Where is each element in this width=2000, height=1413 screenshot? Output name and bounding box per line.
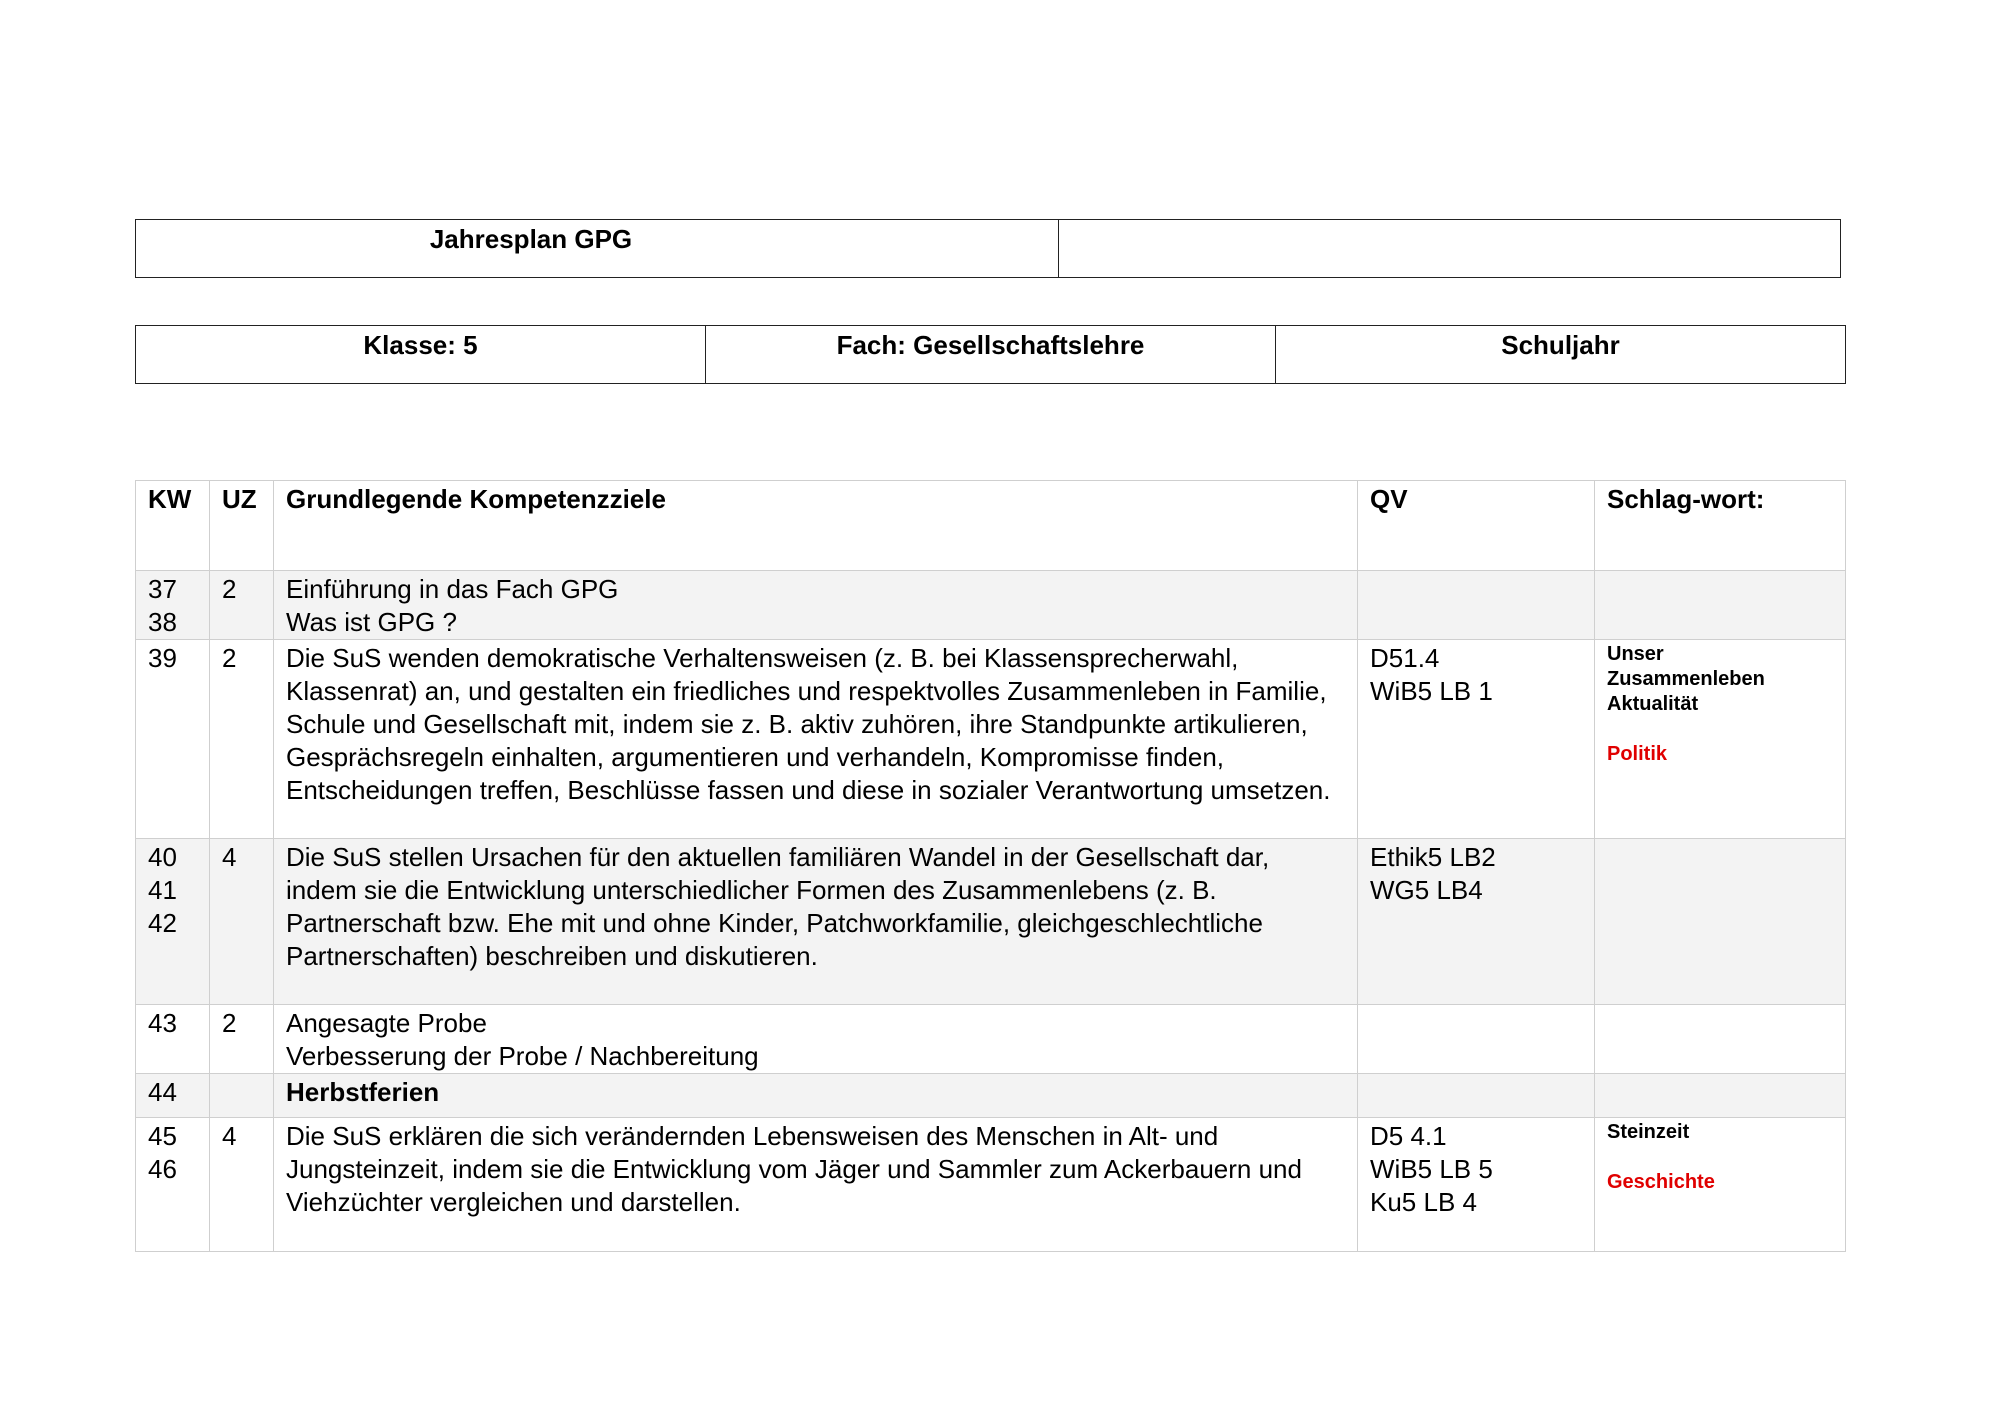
schlagwort-cell — [1595, 640, 1846, 839]
schlagwort-cell — [1595, 1074, 1846, 1118]
schlagwort-cell — [1595, 1005, 1846, 1074]
table-row — [136, 839, 1846, 1005]
table-row — [136, 1074, 1846, 1118]
subject-label: Geschichte — [1607, 1171, 1715, 1193]
subject-label: Politik — [1607, 743, 1668, 765]
ziele-cell: Die SuS erklären die sich verändernden Lebensweisen des Menschen in Alt- und Jungsteinzeit, indem sie die Entwicklung vom Jäger und Sammler zum Ackerbauern und Viehzüchter vergleichen und darstellen. — [274, 1118, 1358, 1252]
table-row — [136, 571, 1846, 640]
meta-table — [135, 325, 1846, 384]
kw-cell: 44 — [136, 1074, 210, 1118]
ziele-cell: Einführung in das Fach GPG Was ist GPG ? — [274, 571, 1358, 640]
qv-cell: D5 4.1 WiB5 LB 5 Ku5 LB 4 — [1358, 1118, 1595, 1252]
table-row — [136, 1005, 1846, 1074]
ziele-cell: Die SuS wenden demokratische Verhaltensweisen (z. B. bei Klassensprecherwahl, Klassenrat) an, und gestalten ein friedliches und respektvolles Zusammenleben in Familie, Schule und Gesellschaft mit, indem sie z. B. aktiv zuhören, ihre Standpunkte artikulieren, Gesprächsregeln einhalten, argumentieren und verhandeln, Kompromisse finden, Entscheidungen treffen, Beschlüsse fassen und diese in sozialer Verantwortung umsetzen. — [274, 640, 1358, 839]
schlagwort-cell — [1595, 571, 1846, 640]
uz-cell: 2 — [210, 640, 274, 839]
uz-cell: 4 — [210, 1118, 274, 1252]
table-header-row — [136, 481, 1846, 571]
schuljahr-cell: Schuljahr — [1276, 326, 1846, 384]
schlagwort-tag: Unser Zusammenleben Aktualität — [1607, 643, 1765, 715]
column-header-kw: KW — [136, 481, 210, 571]
kw-cell: 45 46 — [136, 1118, 210, 1252]
uz-cell — [210, 1074, 274, 1118]
qv-cell: D51.4 WiB5 LB 1 — [1358, 640, 1595, 839]
table-row — [136, 640, 1846, 839]
qv-cell — [1358, 1074, 1595, 1118]
uz-cell: 2 — [210, 1005, 274, 1074]
klasse-cell: Klasse: 5 — [136, 326, 706, 384]
kw-cell: 43 — [136, 1005, 210, 1074]
plan-table — [135, 480, 1846, 1252]
uz-cell: 2 — [210, 571, 274, 640]
ziele-cell: Die SuS stellen Ursachen für den aktuellen familiären Wandel in der Gesellschaft dar, indem sie die Entwicklung unterschiedlicher Formen des Zusammenlebens (z. B. Partnerschaft bzw. Ehe mit und ohne Kinder, Patchworkfamilie, gleichgeschlechtliche Partnerschaften) beschreiben und diskutieren. — [274, 839, 1358, 1005]
kw-cell: 37 38 — [136, 571, 210, 640]
column-header-ziele: Grundlegende Kompetenzziele — [274, 481, 1358, 571]
ziele-cell: Angesagte Probe Verbesserung der Probe / Nachbereitung — [274, 1005, 1358, 1074]
column-header-schlagwort: Schlag-wort: — [1595, 481, 1846, 571]
title-right-cell — [1059, 220, 1841, 278]
qv-cell — [1358, 1005, 1595, 1074]
kw-cell: 39 — [136, 640, 210, 839]
uz-cell: 4 — [210, 839, 274, 1005]
column-header-qv: QV — [1358, 481, 1595, 571]
document-title: Jahresplan GPG — [136, 220, 1059, 278]
table-row — [136, 1118, 1846, 1252]
qv-cell: Ethik5 LB2 WG5 LB4 — [1358, 839, 1595, 1005]
qv-cell — [1358, 571, 1595, 640]
title-table — [135, 219, 1841, 278]
kw-cell: 40 41 42 — [136, 839, 210, 1005]
schlagwort-cell — [1595, 1118, 1846, 1252]
schlagwort-cell — [1595, 839, 1846, 1005]
fach-cell: Fach: Gesellschaftslehre — [706, 326, 1276, 384]
ziele-cell: Herbstferien — [274, 1074, 1358, 1118]
schlagwort-tag: Steinzeit — [1607, 1121, 1690, 1143]
column-header-uz: UZ — [210, 481, 274, 571]
